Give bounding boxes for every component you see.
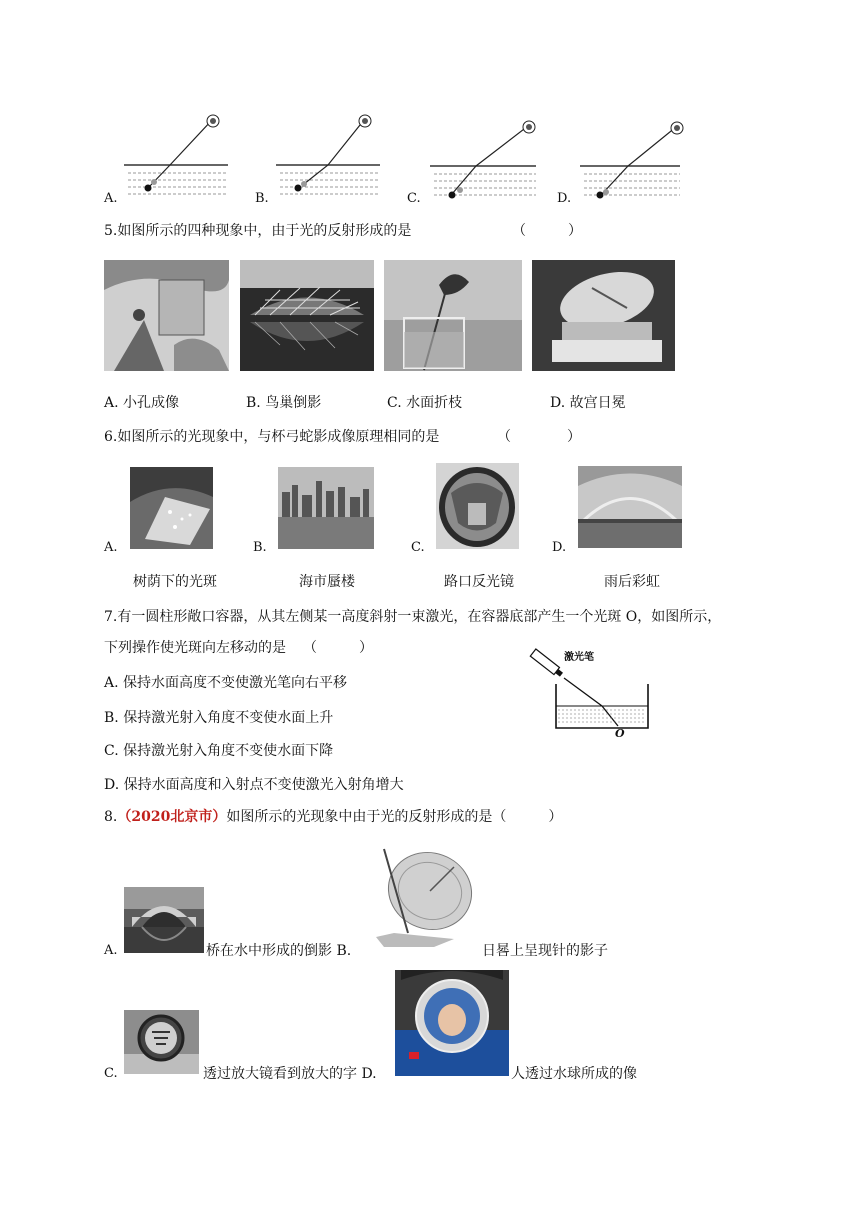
q6-caption-c: 路口反光镜 [444, 574, 514, 590]
q6-stem: 6.如图所示的光现象中，与杯弓蛇影成像原理相同的是 [104, 429, 440, 445]
q7-figure [526, 648, 660, 744]
q8-number: 8. [104, 809, 118, 825]
q8-photo-sundial [364, 847, 480, 951]
q5-answer-blank: （ ） [512, 223, 582, 239]
q8-photo-bridge [124, 887, 204, 953]
q6-photo-mirage [278, 467, 374, 549]
q8-option-a-text: 桥在水中形成的倒影 B. [206, 943, 352, 959]
q8-option-a-label: A. [104, 943, 118, 958]
q8-option-b-text: 日晷上呈现针的影子 [482, 943, 608, 959]
q6-option-b-label: B. [253, 540, 267, 555]
q5-photo-sundial [532, 260, 675, 371]
q8-photo-water-ball [395, 970, 509, 1076]
q6-photo-convex-mirror [436, 463, 519, 549]
q4-diagram-c [430, 118, 538, 208]
q6-option-a-label: A. [104, 540, 118, 555]
q5-option-b: B. 鸟巢倒影 [246, 395, 322, 411]
q8-source: （2020北京市） [117, 809, 227, 825]
q4-option-a-label: A. [104, 191, 118, 206]
q8-photo-magnifier [124, 1010, 199, 1074]
q7-stem-line1: 7.有一圆柱形敞口容器，从其左侧某一高度斜射一束激光，在容器底部产生一个光斑 O，如图所示， [104, 609, 722, 625]
q7-option-a: A. 保持水面高度不变使激光笔向右平移 [104, 675, 348, 691]
q5-option-c: C. 水面折枝 [387, 395, 463, 411]
q7-figure-point-o: O [615, 727, 625, 740]
q8-option-d-text: 人透过水球所成的像 [511, 1066, 637, 1082]
q6-photo-rainbow [578, 466, 682, 548]
q7-option-d: D. 保持水面高度和入射点不变使激光入射角增大 [104, 777, 404, 793]
q4-diagram-a [124, 108, 230, 204]
q5-option-a: A. 小孔成像 [104, 395, 180, 411]
q8-stem-line [104, 807, 562, 827]
q6-option-c-label: C. [411, 540, 425, 555]
q4-diagram-b [276, 108, 382, 204]
q6-answer-blank: （ ） [497, 429, 581, 445]
q7-option-b: B. 保持激光射入角度不变使水面上升 [104, 710, 334, 726]
q7-figure-pen-label: 激光笔 [564, 652, 594, 663]
q4-option-c-label: C. [407, 191, 421, 206]
q6-photo-light-spots [130, 467, 213, 549]
q8-stem: 如图所示的光现象中由于光的反射形成的是（ ） [226, 809, 563, 825]
q6-option-d-label: D. [552, 540, 567, 555]
q8-option-c-label: C. [104, 1066, 118, 1081]
q6-caption-d: 雨后彩虹 [604, 574, 660, 590]
q4-option-d-label: D. [557, 191, 572, 206]
q5-photo-pinhole [104, 260, 229, 371]
q7-answer-blank: （ ） [303, 640, 373, 656]
q5-photo-birds-nest [240, 260, 374, 371]
q4-option-b-label: B. [255, 191, 269, 206]
q5-option-d: D. 故宫日冕 [550, 395, 626, 411]
q6-caption-b: 海市蜃楼 [299, 574, 355, 590]
q4-diagram-d [580, 118, 688, 208]
q8-option-c-text: 透过放大镜看到放大的字 D. [203, 1066, 377, 1082]
q5-photo-bent-branch [384, 260, 522, 371]
q6-caption-a: 树荫下的光斑 [133, 574, 217, 590]
q5-stem: 5.如图所示的四种现象中，由于光的反射形成的是 [104, 223, 412, 239]
q7-stem-line2: 下列操作使光斑向左移动的是 [104, 640, 286, 656]
q7-option-c: C. 保持激光射入角度不变使水面下降 [104, 743, 334, 759]
